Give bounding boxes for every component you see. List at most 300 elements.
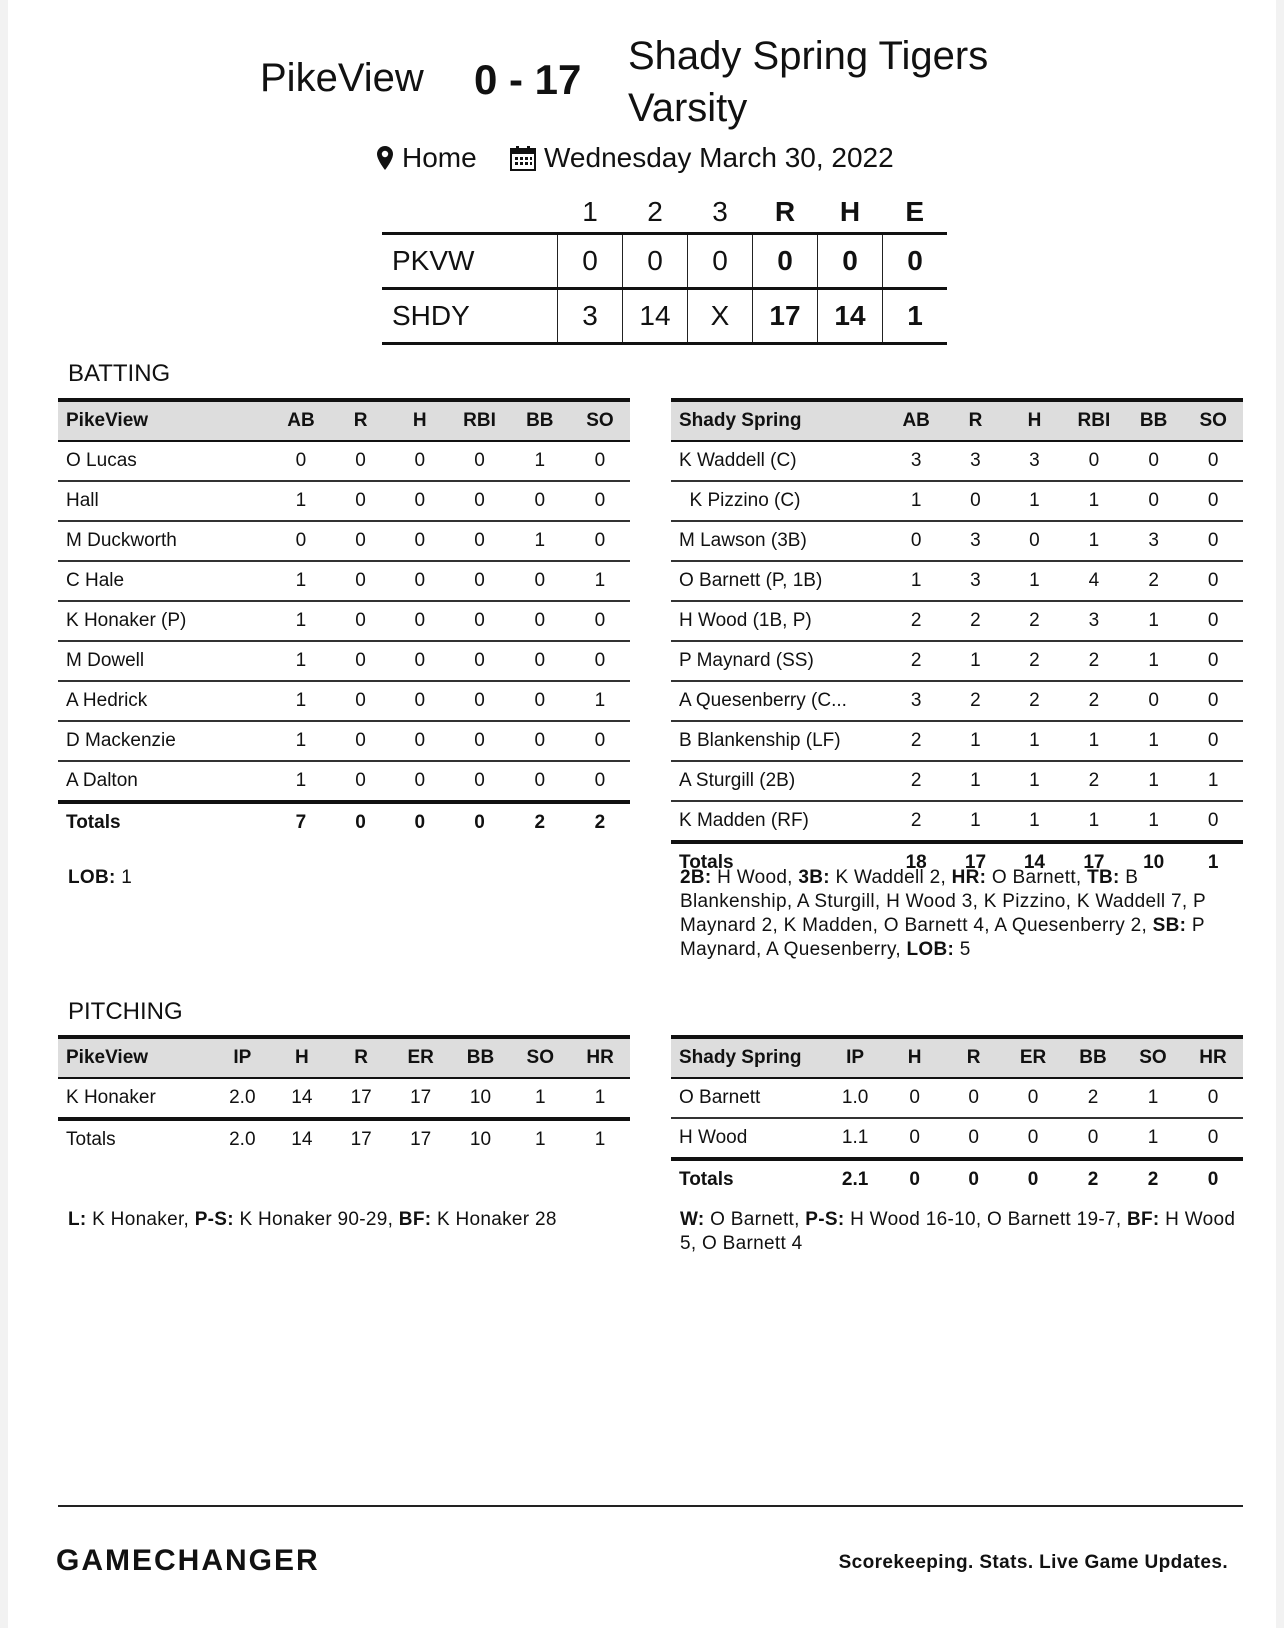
linescore-cell: 17	[753, 289, 818, 344]
batting-notes-home	[680, 866, 1240, 962]
total-cell: 10	[1124, 842, 1184, 882]
totals-label: Totals	[58, 802, 271, 842]
location-info	[376, 142, 477, 174]
note-label: 3B:	[798, 867, 830, 888]
stat-cell: 0	[570, 441, 630, 481]
stat-cell: 2	[946, 681, 1005, 721]
stat-cell: 2	[1064, 761, 1124, 801]
table-row	[671, 481, 1243, 521]
stat-cell: 3	[946, 441, 1005, 481]
stat-cell: 0	[1003, 1118, 1063, 1159]
table-row	[58, 561, 630, 601]
total-cell: 2	[1123, 1159, 1183, 1199]
stat-cell: 0	[390, 481, 449, 521]
total-cell: 7	[271, 802, 331, 842]
note-text: P Maynard, A Quesenberry,	[680, 915, 1205, 960]
stat-cell: 0	[1003, 1078, 1063, 1118]
note-label: P-S:	[805, 1209, 845, 1230]
stat-cell: 2	[886, 641, 946, 681]
stat-cell: 0	[1124, 681, 1184, 721]
pitching-section-title: PITCHING	[68, 998, 183, 1025]
stat-cell: 0	[570, 601, 630, 641]
total-cell: 0	[1003, 1159, 1063, 1199]
table-row	[58, 761, 630, 802]
table-row	[58, 641, 630, 681]
stat-cell: 0	[331, 681, 390, 721]
table-row	[671, 761, 1243, 801]
stat-cell: 0	[449, 481, 509, 521]
stat-cell: 0	[390, 641, 449, 681]
totals-row	[671, 1159, 1243, 1199]
stat-cell: 2	[886, 721, 946, 761]
stat-cell: 1	[946, 761, 1005, 801]
stat-cell: 1	[1124, 801, 1184, 842]
column-header-er: ER	[391, 1037, 451, 1078]
total-cell: 17	[391, 1119, 451, 1159]
batting-section-title: BATTING	[68, 360, 171, 387]
player-name: M Lawson (3B)	[671, 521, 886, 561]
total-cell: 0	[944, 1159, 1003, 1199]
stat-cell: 1	[1064, 721, 1124, 761]
stat-cell: 0	[944, 1078, 1003, 1118]
stat-cell: 0	[449, 441, 509, 481]
linescore-cell: 0	[818, 234, 883, 289]
stat-cell: 1	[886, 561, 946, 601]
table-row	[671, 1118, 1243, 1159]
stat-cell: 0	[449, 521, 509, 561]
total-cell: 0	[331, 802, 390, 842]
linescore-cell: 0	[558, 234, 623, 289]
column-header-rbi: RBI	[449, 400, 509, 441]
linescore-cell: 0	[753, 234, 818, 289]
stat-cell: 1	[1183, 761, 1243, 801]
footer-divider	[58, 1505, 1243, 1507]
stat-cell: 0	[1183, 1118, 1243, 1159]
player-name: K Madden (RF)	[671, 801, 886, 842]
table-row	[671, 721, 1243, 761]
stat-cell: 0	[449, 761, 509, 802]
player-name: H Wood (1B, P)	[671, 601, 886, 641]
note-label: P-S:	[194, 1209, 234, 1230]
stat-cell: 0	[510, 641, 570, 681]
stat-cell: 0	[331, 521, 390, 561]
stat-cell: 1	[1064, 521, 1124, 561]
note-text: B Blankenship, A Sturgill, H Wood 3, K Pizzino, K Waddell 7, P Maynard 2, K Madden, O Barnett 4, A Quesenberry 2,	[680, 867, 1206, 936]
stat-cell: 1	[1005, 761, 1064, 801]
column-header-rbi: RBI	[1064, 400, 1124, 441]
batting-table-home	[671, 398, 1243, 882]
stat-cell: 1	[271, 561, 331, 601]
stat-cell: 0	[390, 601, 449, 641]
stat-cell: 2	[1005, 681, 1064, 721]
column-header-ab: AB	[271, 400, 331, 441]
column-header-ip: IP	[825, 1037, 885, 1078]
final-score: 0 - 17	[474, 56, 582, 103]
total-cell: 17	[332, 1119, 391, 1159]
gamechanger-logo: GAMECHANGER	[56, 1544, 320, 1577]
stat-cell: 0	[570, 481, 630, 521]
note-label: SB:	[1152, 915, 1187, 936]
table-row	[58, 481, 630, 521]
stat-cell: 0	[1183, 601, 1243, 641]
stat-cell: 1	[946, 721, 1005, 761]
linescore-cell: 14	[818, 289, 883, 344]
note-label: W:	[680, 1209, 705, 1230]
note-text: K Waddell 2,	[829, 867, 952, 888]
hits-header: H	[839, 196, 861, 227]
table-row	[58, 721, 630, 761]
total-cell: 10	[451, 1119, 511, 1159]
stat-cell: 0	[449, 601, 509, 641]
note-text: K Honaker 28	[431, 1209, 557, 1230]
table-team-header: PikeView	[58, 1037, 212, 1078]
stat-cell: 0	[449, 641, 509, 681]
total-cell: 18	[886, 842, 946, 882]
stat-cell: 0	[570, 761, 630, 802]
stat-cell: 0	[1183, 441, 1243, 481]
player-name: A Sturgill (2B)	[671, 761, 886, 801]
footer-tagline: Scorekeeping. Stats. Live Game Updates.	[838, 1552, 1228, 1573]
column-header-hr: HR	[1183, 1037, 1243, 1078]
stat-cell: 1	[1123, 1118, 1183, 1159]
stat-cell: 0	[510, 761, 570, 802]
pitching-table-home	[671, 1035, 1243, 1199]
table-row	[58, 681, 630, 721]
stat-cell: 1	[271, 721, 331, 761]
note-text: 5	[954, 939, 971, 960]
total-cell: 0	[390, 802, 449, 842]
home-team-name: Shady Spring Tigers Varsity	[628, 34, 989, 130]
stat-cell: 0	[570, 521, 630, 561]
linescore-cell: X	[688, 289, 753, 344]
stat-cell: 0	[390, 681, 449, 721]
player-name: A Quesenberry (C...	[671, 681, 886, 721]
location-label: Home	[402, 142, 477, 173]
stat-cell: 3	[1005, 441, 1064, 481]
stat-cell: 1	[271, 481, 331, 521]
linescore-team-header	[382, 192, 558, 234]
player-name: C Hale	[58, 561, 271, 601]
stat-cell: 0	[331, 561, 390, 601]
stat-cell: 1	[1124, 601, 1184, 641]
column-header-r: R	[331, 400, 390, 441]
stat-cell: 1	[1124, 761, 1184, 801]
stat-cell: 1	[510, 1078, 570, 1119]
table-row	[671, 1078, 1243, 1118]
stat-cell: 2	[1005, 641, 1064, 681]
table-row	[671, 521, 1243, 561]
stat-cell: 10	[451, 1078, 511, 1119]
stat-cell: 2	[1124, 561, 1184, 601]
column-header-bb: BB	[1063, 1037, 1123, 1078]
player-name: K Pizzino (C)	[671, 481, 886, 521]
player-name: D Mackenzie	[58, 721, 271, 761]
stat-cell: 0	[331, 641, 390, 681]
stat-cell: 1	[1005, 801, 1064, 842]
table-team-header: Shady Spring	[671, 1037, 825, 1078]
table-row	[671, 601, 1243, 641]
linescore-row	[382, 234, 947, 289]
stat-cell: 0	[390, 521, 449, 561]
stat-cell: 0	[1064, 441, 1124, 481]
stat-cell: 0	[510, 681, 570, 721]
stat-cell: 1	[1124, 641, 1184, 681]
stat-cell: 0	[331, 761, 390, 802]
linescore-cell: 0	[623, 234, 688, 289]
note-text: K Honaker,	[86, 1209, 195, 1230]
note-label: LOB:	[906, 939, 955, 960]
stat-cell: 0	[885, 1118, 944, 1159]
table-team-header: PikeView	[58, 400, 271, 441]
total-cell: 14	[1005, 842, 1064, 882]
stat-cell: 0	[1005, 521, 1064, 561]
stat-cell: 17	[332, 1078, 391, 1119]
totals-row	[58, 1119, 630, 1159]
stat-cell: 0	[1183, 521, 1243, 561]
linescore-cell: 0	[883, 234, 948, 289]
stat-cell: 2	[886, 601, 946, 641]
stat-cell: 2	[1064, 681, 1124, 721]
stat-cell: 1	[271, 761, 331, 802]
table-row	[671, 441, 1243, 481]
stat-cell: 1	[271, 681, 331, 721]
stat-cell: 0	[885, 1078, 944, 1118]
total-cell: 2.0	[212, 1119, 272, 1159]
total-cell: 2	[570, 802, 630, 842]
linescore-row	[382, 289, 947, 344]
stat-cell: 1	[1005, 481, 1064, 521]
stat-cell: 2	[886, 761, 946, 801]
stat-cell: 3	[1064, 601, 1124, 641]
column-header-r: R	[944, 1037, 1003, 1078]
stat-cell: 1	[946, 641, 1005, 681]
total-cell: 1	[570, 1119, 630, 1159]
totals-label: Totals	[58, 1119, 212, 1159]
stat-cell: 1	[570, 561, 630, 601]
stat-cell: 1	[1064, 481, 1124, 521]
column-header-bb: BB	[1124, 400, 1184, 441]
stat-cell: 1	[570, 681, 630, 721]
stat-cell: 0	[331, 601, 390, 641]
total-cell: 2	[1063, 1159, 1123, 1199]
stat-cell: 0	[1183, 721, 1243, 761]
stat-cell: 0	[1183, 1078, 1243, 1118]
linescore-team: PKVW	[382, 234, 558, 289]
stat-cell: 14	[272, 1078, 331, 1119]
stat-cell: 1	[1005, 721, 1064, 761]
stat-cell: 0	[271, 521, 331, 561]
stat-cell: 1	[510, 441, 570, 481]
player-name: O Barnett (P, 1B)	[671, 561, 886, 601]
column-header-h: H	[272, 1037, 331, 1078]
stat-cell: 1.1	[825, 1118, 885, 1159]
stat-cell: 1.0	[825, 1078, 885, 1118]
stat-cell: 0	[570, 641, 630, 681]
pitching-notes-home	[680, 1208, 1240, 1256]
note-label: BF:	[398, 1209, 432, 1230]
stat-cell: 0	[331, 721, 390, 761]
note-label: 2B:	[680, 867, 712, 888]
stat-cell: 2.0	[212, 1078, 272, 1119]
stat-cell: 0	[944, 1118, 1003, 1159]
linescore-cell: 1	[883, 289, 948, 344]
stat-cell: 1	[1005, 561, 1064, 601]
column-header-ip: IP	[212, 1037, 272, 1078]
pitching-notes-away	[68, 1208, 648, 1232]
stat-cell: 1	[1064, 801, 1124, 842]
totals-row	[58, 802, 630, 842]
total-cell: 17	[1064, 842, 1124, 882]
stat-cell: 3	[946, 521, 1005, 561]
stat-cell: 0	[449, 681, 509, 721]
column-header-h: H	[390, 400, 449, 441]
stat-cell: 0	[570, 721, 630, 761]
stat-cell: 0	[390, 561, 449, 601]
totals-label: Totals	[671, 1159, 825, 1199]
stat-cell: 0	[510, 561, 570, 601]
stat-cell: 0	[510, 721, 570, 761]
game-date: Wednesday March 30, 2022	[544, 142, 894, 173]
player-name: H Wood	[671, 1118, 825, 1159]
column-header-r: R	[332, 1037, 391, 1078]
column-header-so: SO	[1183, 400, 1243, 441]
note-label: BF:	[1126, 1209, 1160, 1230]
stat-cell: 0	[1063, 1118, 1123, 1159]
pitching-table-away	[58, 1035, 630, 1159]
column-header-ab: AB	[886, 400, 946, 441]
column-header-so: SO	[510, 1037, 570, 1078]
stat-cell: 2	[1063, 1078, 1123, 1118]
player-name: B Blankenship (LF)	[671, 721, 886, 761]
column-header-r: R	[946, 400, 1005, 441]
stat-cell: 0	[1124, 481, 1184, 521]
total-cell: 2.1	[825, 1159, 885, 1199]
stat-cell: 0	[1183, 801, 1243, 842]
errors-header: E	[905, 196, 925, 227]
stat-cell: 3	[886, 681, 946, 721]
lob-value: 1	[115, 867, 133, 888]
note-text: O Barnett,	[704, 1209, 806, 1230]
stat-cell: 1	[510, 521, 570, 561]
player-name: Hall	[58, 481, 271, 521]
stat-cell: 3	[946, 561, 1005, 601]
stat-cell: 0	[449, 721, 509, 761]
linescore-cell: 14	[623, 289, 688, 344]
player-name: M Dowell	[58, 641, 271, 681]
linescore-cell: 0	[688, 234, 753, 289]
table-row	[58, 521, 630, 561]
player-name: O Barnett	[671, 1078, 825, 1118]
table-row	[671, 801, 1243, 842]
stat-cell: 4	[1064, 561, 1124, 601]
column-header-er: ER	[1003, 1037, 1063, 1078]
stat-cell: 0	[1183, 481, 1243, 521]
lob-label: LOB:	[68, 867, 116, 888]
inning-3-header: 3	[712, 196, 728, 227]
table-team-header: Shady Spring	[671, 400, 886, 441]
inning-1-header: 1	[582, 196, 598, 227]
total-cell: 0	[449, 802, 509, 842]
totals-label: Totals	[671, 842, 886, 882]
player-name: K Honaker	[58, 1078, 212, 1119]
batting-table-away	[58, 398, 630, 842]
stat-cell: 1	[271, 601, 331, 641]
player-name: K Waddell (C)	[671, 441, 886, 481]
stat-cell: 3	[1124, 521, 1184, 561]
stat-cell: 0	[946, 481, 1005, 521]
table-row	[671, 641, 1243, 681]
boxscore-sheet	[8, 0, 1276, 1628]
stat-cell: 0	[1183, 681, 1243, 721]
stat-cell: 2	[1064, 641, 1124, 681]
stat-cell: 3	[886, 441, 946, 481]
table-row	[671, 681, 1243, 721]
column-header-hr: HR	[570, 1037, 630, 1078]
away-team-name: PikeView	[260, 56, 424, 100]
note-text: H Wood 16-10, O Barnett 19-7,	[844, 1209, 1127, 1230]
player-name: A Hedrick	[58, 681, 271, 721]
stat-cell: 0	[390, 761, 449, 802]
map-pin-icon	[376, 145, 394, 171]
stat-cell: 0	[510, 601, 570, 641]
stat-cell: 0	[1183, 561, 1243, 601]
stat-cell: 1	[271, 641, 331, 681]
column-header-h: H	[1005, 400, 1064, 441]
runs-header: R	[774, 196, 796, 227]
stat-cell: 2	[1005, 601, 1064, 641]
table-row	[671, 561, 1243, 601]
total-cell: 1	[1183, 842, 1243, 882]
linescore-cell: 3	[558, 289, 623, 344]
line-score-table	[382, 192, 947, 345]
total-cell: 0	[885, 1159, 944, 1199]
player-name: M Duckworth	[58, 521, 271, 561]
stat-cell: 0	[1124, 441, 1184, 481]
note-text: H Wood,	[711, 867, 799, 888]
stat-cell: 0	[390, 441, 449, 481]
column-header-h: H	[885, 1037, 944, 1078]
total-cell: 17	[946, 842, 1005, 882]
stat-cell: 0	[886, 521, 946, 561]
stat-cell: 0	[449, 561, 509, 601]
note-label: HR:	[951, 867, 987, 888]
total-cell: 2	[510, 802, 570, 842]
stat-cell: 0	[331, 441, 390, 481]
note-text: O Barnett,	[986, 867, 1088, 888]
note-label: TB:	[1087, 867, 1120, 888]
stat-cell: 0	[271, 441, 331, 481]
total-cell: 14	[272, 1119, 331, 1159]
stat-cell: 1	[1124, 721, 1184, 761]
note-text: H Wood 5, O Barnett 4	[680, 1209, 1236, 1254]
table-row	[58, 1078, 630, 1119]
player-name: O Lucas	[58, 441, 271, 481]
note-label: L:	[68, 1209, 87, 1230]
stat-cell: 1	[1123, 1078, 1183, 1118]
stat-cell: 2	[946, 601, 1005, 641]
total-cell: 0	[1183, 1159, 1243, 1199]
column-header-bb: BB	[510, 400, 570, 441]
stat-cell: 2	[886, 801, 946, 842]
player-name: P Maynard (SS)	[671, 641, 886, 681]
date-info	[510, 142, 894, 174]
column-header-bb: BB	[451, 1037, 511, 1078]
player-name: A Dalton	[58, 761, 271, 802]
stat-cell: 1	[886, 481, 946, 521]
total-cell: 1	[510, 1119, 570, 1159]
table-row	[58, 601, 630, 641]
stat-cell: 0	[390, 721, 449, 761]
